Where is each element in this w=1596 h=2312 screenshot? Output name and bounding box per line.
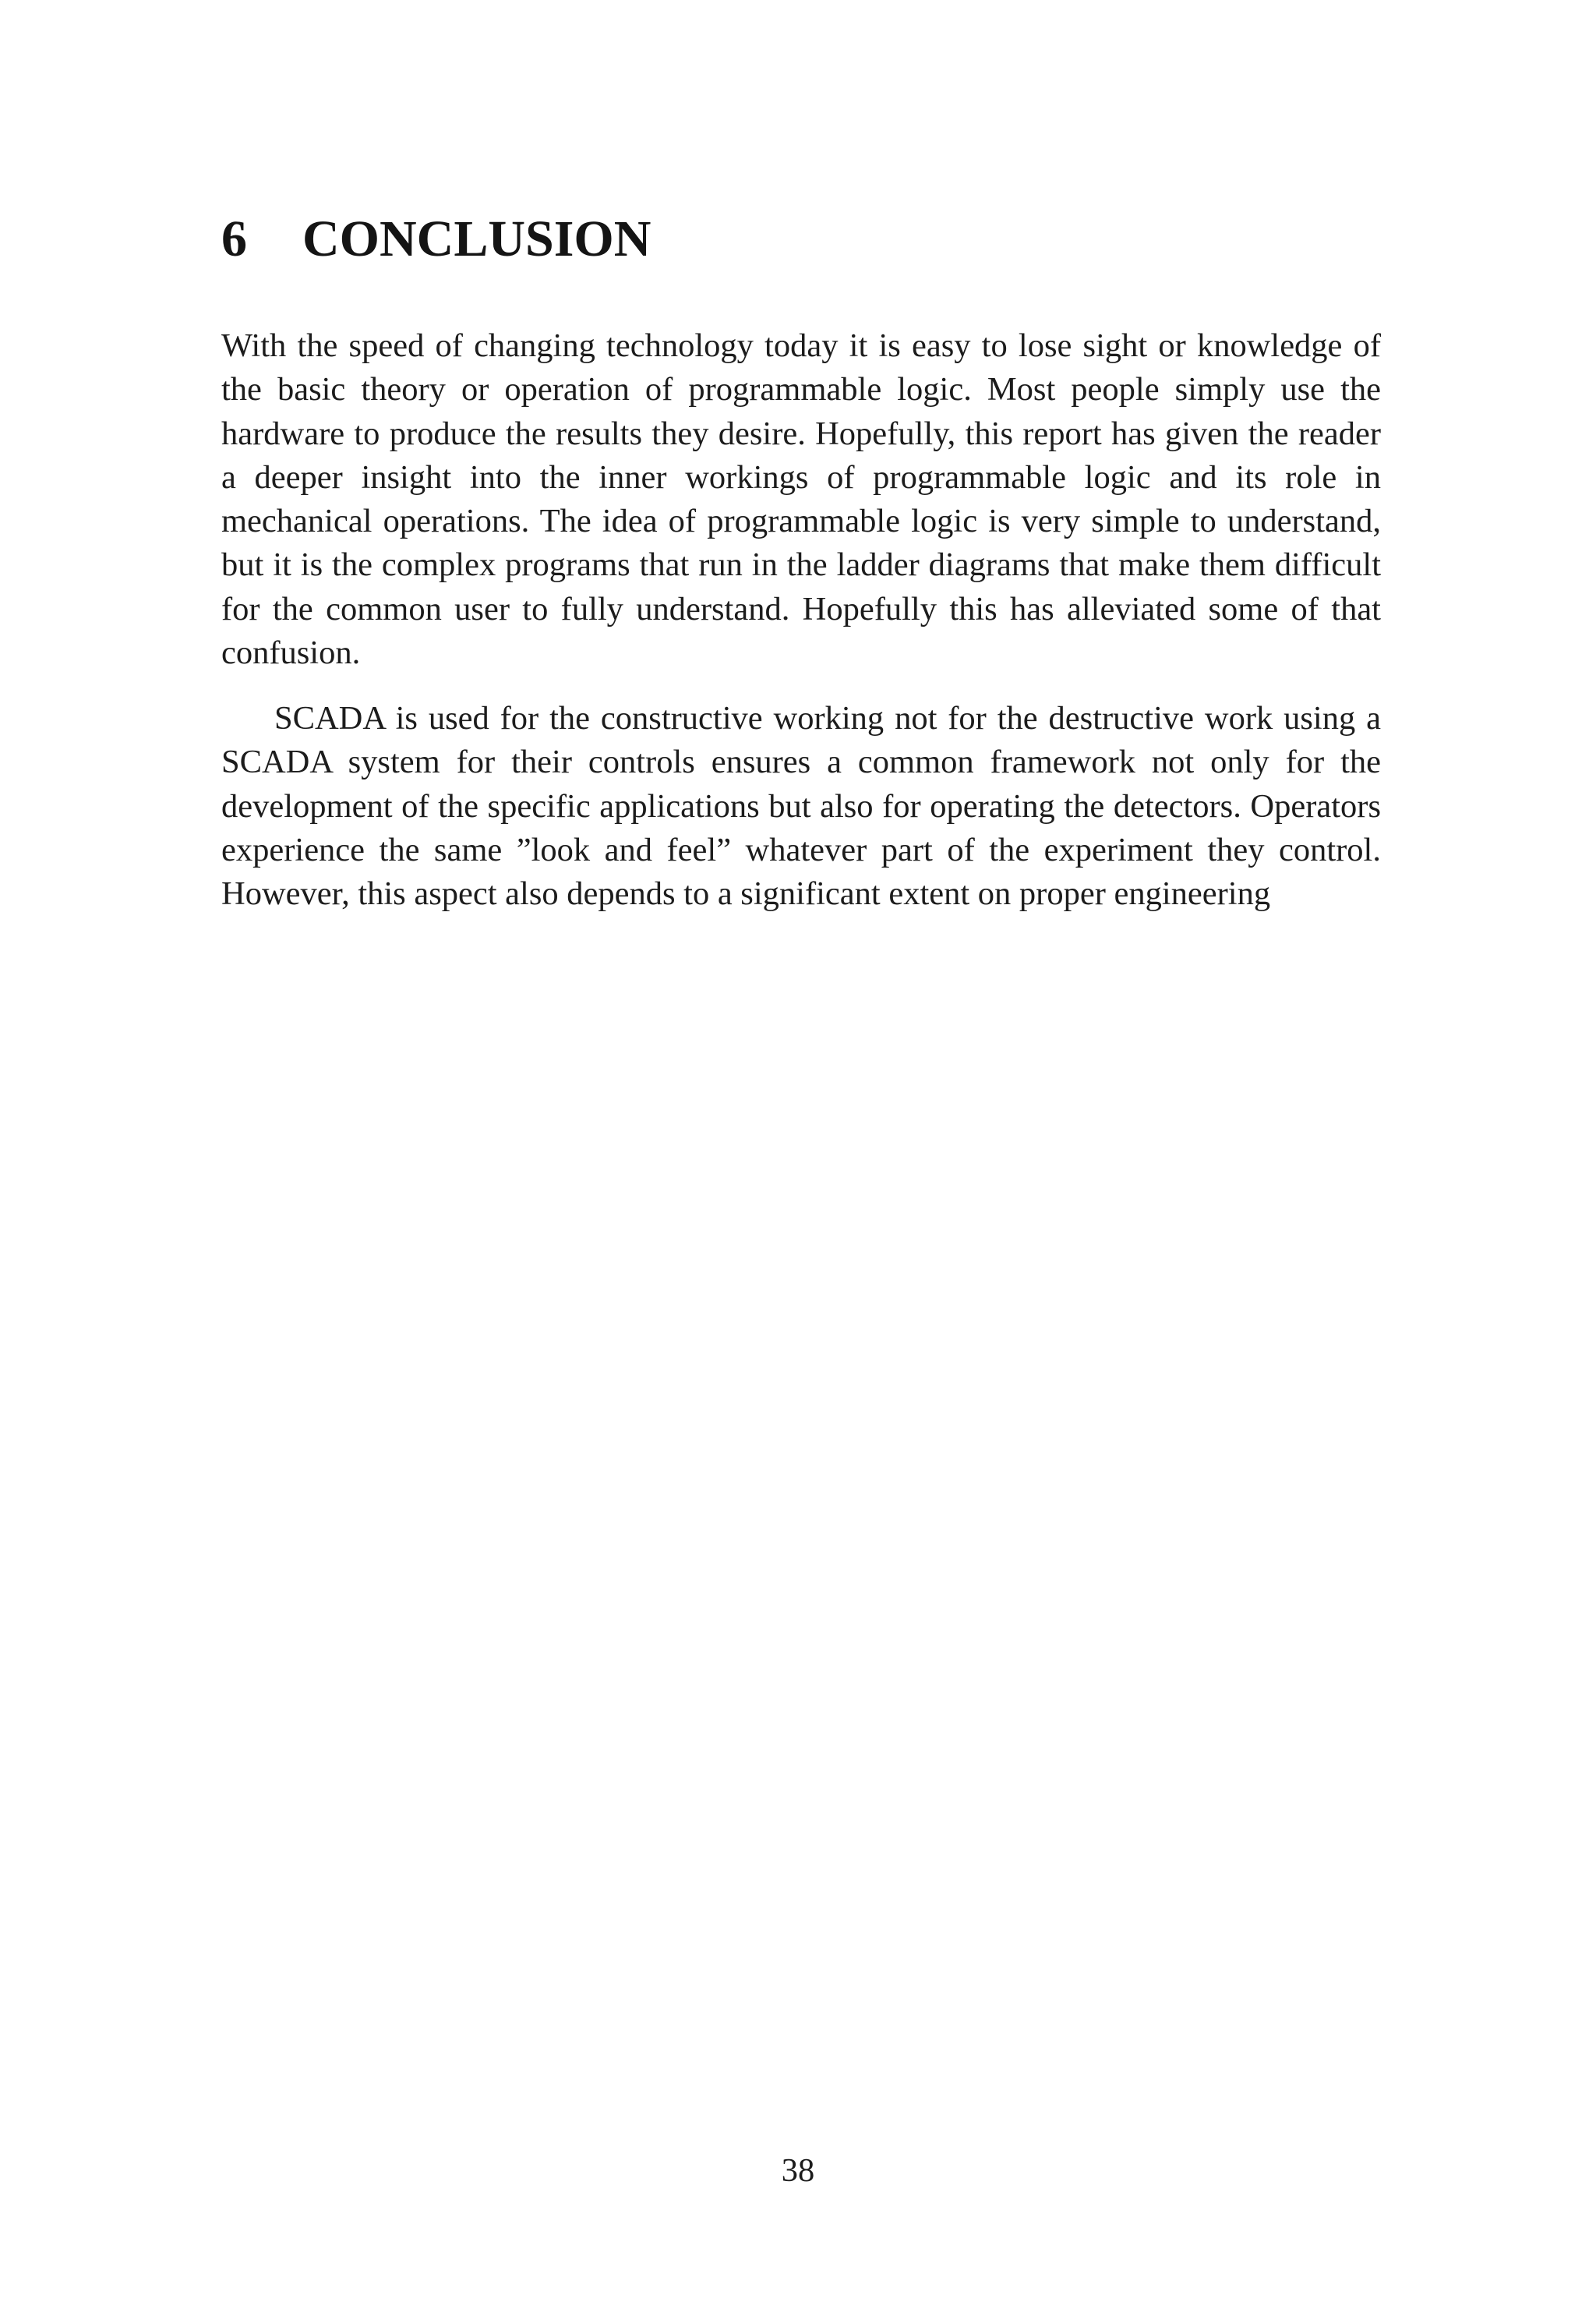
body-paragraph-1: With the speed of changing technology today it is easy to lose sight or knowledge of the basic theory or operation of programmable logic. Most people simply use the hardware to produce the results they desire. Hopefully, this report has given the reader a deeper insight into the inner workings of programmable logic and its role in mechanical operations. The idea of programmable logic is very simple to understand, but it is the complex programs that run in the ladder diagrams that make them difficult for the common user to fully understand. Hopefully this has alleviated some of that confusion. xyxy=(221,327,1381,672)
page-number: 38 xyxy=(781,2152,815,2189)
body-paragraph-2: SCADA is used for the constructive working not for the destructive work using a SCADA system for their controls ensures a common framework not only for the development of the specific applications but also for operating the detectors. Operators experience the same ”look and feel” whatever part of the experiment they control. However, this aspect also depends to a significant extent on proper engineering xyxy=(221,700,1381,913)
section-heading xyxy=(221,204,651,274)
section-title: CONCLUSION xyxy=(302,210,651,267)
section-number: 6 xyxy=(221,210,247,267)
